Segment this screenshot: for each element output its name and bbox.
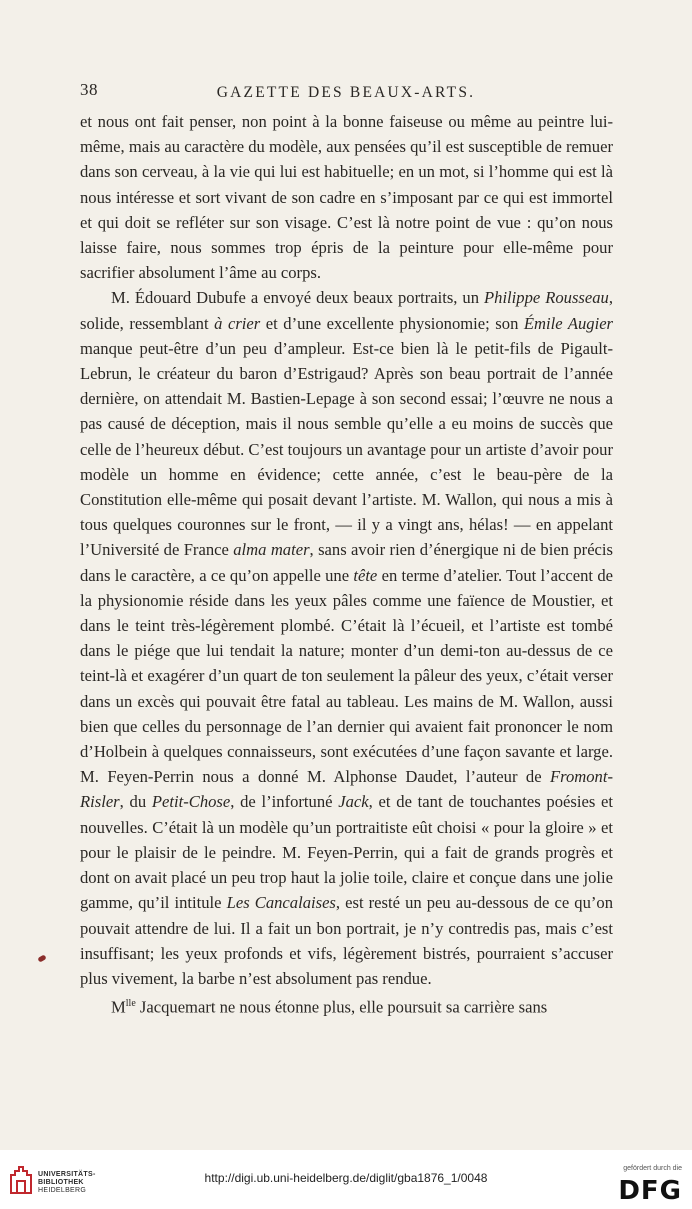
paragraph-3 bbox=[80, 991, 613, 1020]
text-run: , sans avoir rien d’énergique ni de bien précis dans le caractère, a ce qu’on appelle une bbox=[80, 540, 613, 585]
library-name-line: UNIVERSITÄTS- bbox=[38, 1171, 96, 1178]
italic-phrase: tête bbox=[353, 565, 378, 585]
ink-mark bbox=[37, 954, 46, 962]
running-head: GAZETTE DES BEAUX-ARTS. bbox=[216, 84, 476, 101]
sponsor-caption: gefördert durch die bbox=[623, 1165, 682, 1172]
text-run: manque peut-être d’un peu d’ampleur. Est-ce bien là le petit-fils de Pigault-Lebrun, le créateur du baron d’Estrigaud? Après son beau portrait de l’année dernière, on attendait M. Bastien-Lepage à son second essai; l’œuvre ne nous a pas causé de déception, mais il nous semble qu’elle a eu moins de succès que celle de l’heureux début. C’est toujours un avantage pour un artiste d’avoir pour modèle un homme en évidence; cette année, c’est le beau-père de la Constitution elle-même qui posait devant l’artiste. M. Wallon, qui nous a mis à tous quelques couronnes sur le front, — il y a vingt ans, hélas! — en appelant l’Université de France bbox=[80, 338, 613, 560]
paragraph-2 bbox=[80, 285, 613, 991]
text-run: , solide, ressemblant bbox=[80, 288, 613, 333]
text-run: en terme d’atelier. Tout l’accent de la physionomie réside dans les yeux pâles comme une faïence de Moustier, et dans le teint très-légèrement plombé. C’était là l’écueil, et l’artiste est tombé dans le piége que lui tendait la nature; monter d’un demi-ton au-dessus de ce teint-là et exagérer d’un quart de ton seulement la pâleur des yeux, c’était verser dans un excès qui pouvait être fatal au tableau. Les mains de M. Wallon, aussi bien que celles du personnage de l’an dernier qui avaient fait prononcer le nom d’Holbein à quelques connaisseurs, sont exécutées d’une façon savante et large. M. Feyen-Perrin nous a donné M. Alphonse Daudet, l’auteur de bbox=[80, 565, 613, 787]
text-run: Jacquemart ne nous étonne plus, elle poursuit sa carrière sans bbox=[135, 997, 548, 1017]
italic-title: Fromont-Risler bbox=[80, 767, 613, 812]
italic-title: Petit-Chose bbox=[151, 792, 231, 812]
page-number: 38 bbox=[80, 80, 98, 99]
italic-title: Les Cancalaises bbox=[226, 893, 336, 913]
library-name-line: HEIDELBERG bbox=[38, 1187, 87, 1194]
italic-phrase: à crier bbox=[214, 313, 261, 333]
superscript: lle bbox=[125, 998, 136, 1010]
text-run: et d’une excellente physionomie; son bbox=[260, 313, 524, 333]
text-run: , du bbox=[119, 792, 152, 812]
library-name-line: BIBLIOTHEK bbox=[38, 1179, 84, 1186]
italic-title: Philippe Rousseau bbox=[484, 288, 609, 308]
article-body bbox=[80, 109, 613, 1020]
dfg-logo: DFG bbox=[618, 1176, 682, 1206]
text-run: M bbox=[111, 997, 126, 1017]
footer-bar bbox=[0, 1150, 692, 1209]
permalink-url[interactable]: http://digi.ub.uni-heidelberg.de/diglit/gba1876_1/0048 bbox=[204, 1171, 488, 1185]
italic-phrase: alma mater bbox=[233, 540, 310, 560]
paragraph-1: et nous ont fait penser, non point à la bonne faiseuse ou même au peintre lui-même, mais au caractère du modèle, aux pensées qu’il est susceptible de remuer dans son cerveau, à la vie qui lui est habituelle; en un mot, si l’homme qui est là nous intéresse et sort vivant de son cadre en s’imposant par ce qui est immortel et qui doit se refléter sur son visage. C’est là notre point de vue : qu’on nous laisse faire, nous sommes trop épris de la peinture pour elle-même pour sacrifier absolument l’âme au corps. bbox=[80, 112, 613, 283]
text-run: , de l’infortuné bbox=[230, 792, 339, 812]
text-run: , est resté un peu au-dessous de ce qu’on pouvait attendre de lui. Il a fait un bon portrait, je n’y contredis pas, mais c’est insuffisant; les yeux profonds et vifs, légèrement bistrés, pourraient s’accuser plus vivement, la barbe n’est absolument pas rendue. bbox=[80, 893, 613, 988]
text-run: M. Édouard Dubufe a envoyé deux beaux portraits, un bbox=[111, 288, 485, 308]
text-run: , et de tant de touchantes poésies et nouvelles. C’était là un modèle qu’un portraitiste eût choisi « pour la gloire » et pour le plaisir de le peindre. M. Feyen-Perrin, qui a fait de grands progrès et dont on avait placé un peu trop haut la jolie toile, claire et conçue dans une jolie gamme, qu’il intitule bbox=[80, 792, 614, 913]
italic-title: Émile Augier bbox=[523, 313, 614, 333]
italic-title: Jack bbox=[338, 792, 369, 812]
